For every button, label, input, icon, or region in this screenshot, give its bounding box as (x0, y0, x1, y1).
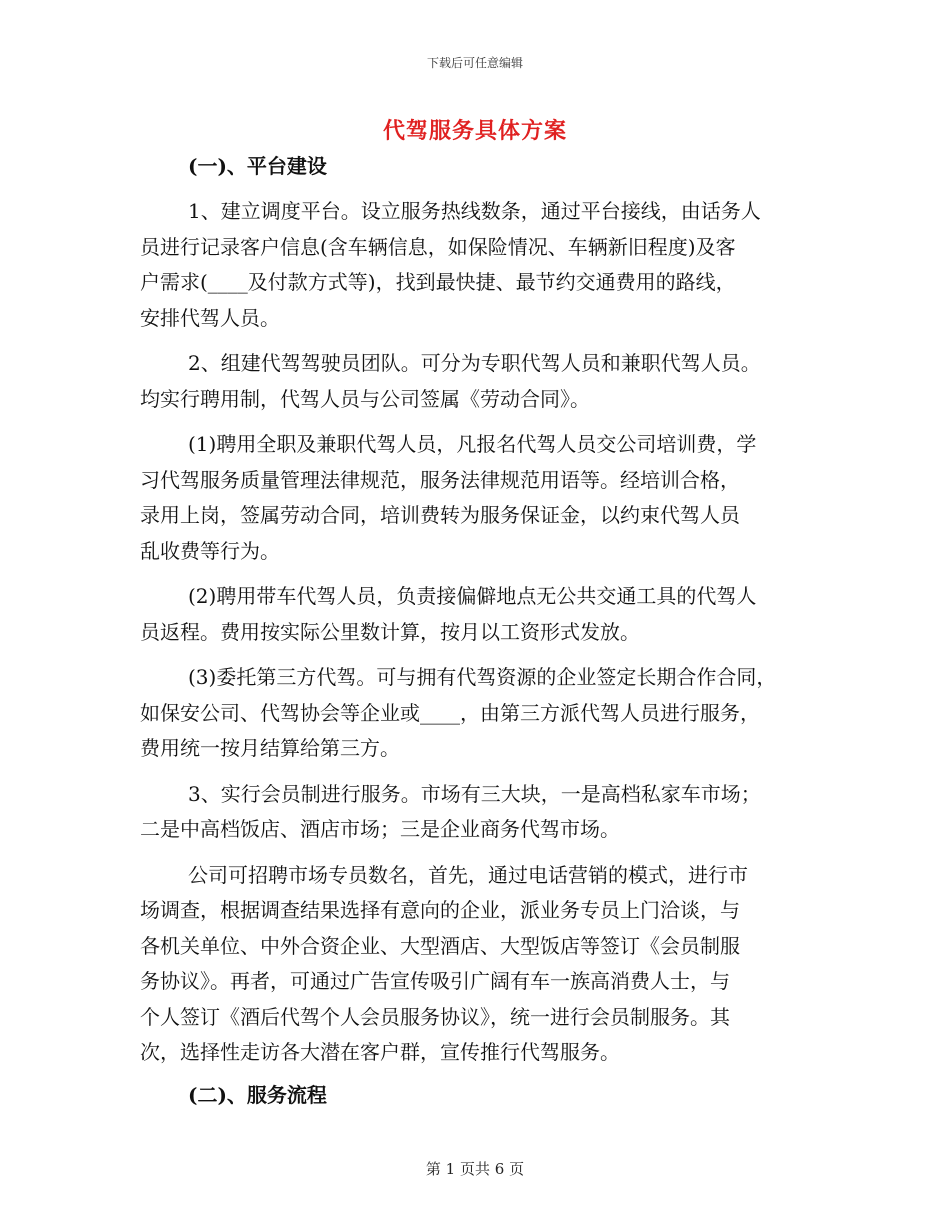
page-number: 第 1 页共 6 页 (425, 1160, 525, 1178)
text-line: 如保安公司、代驾协会等企业或____，由第三方派代驾人员进行服务， (140, 700, 760, 725)
text-line: 2、组建代驾驾驶员团队。可分为专职代驾人员和兼职代驾人员。 (188, 351, 761, 375)
text-line: 二是中高档饭店、酒店市场；三是企业商务代驾市场。 (140, 817, 620, 841)
paragraph-car-drivers (140, 579, 820, 650)
section-heading-service-process: (二)、服务流程 (188, 1082, 327, 1107)
document-body (140, 152, 820, 1123)
paragraph-hire-drivers (140, 427, 820, 569)
text-line: 安排代驾人员。 (140, 305, 280, 330)
text-line: (3)委托第三方代驾。可与拥有代驾资源的企业签定长期合作合同， (188, 665, 777, 689)
text-line: 录用上岗，签属劳动合同，培训费转为服务保证金，以约束代驾人员 (140, 503, 740, 527)
text-line: (2)聘用带车代驾人员，负责接偏僻地点无公共交通工具的代驾人 (188, 584, 757, 608)
text-line: 户需求(____及付款方式等)，找到最快捷、最节约交通费用的路线， (140, 270, 736, 294)
text-line: 乱收费等行为。 (140, 538, 280, 563)
text-line: 个人签订《酒后代驾个人会员服务协议》，统一进行会员制服务。其 (140, 1004, 730, 1029)
text-line: 均实行聘用制，代驾人员与公司签属《劳动合同》。 (140, 386, 590, 411)
text-line: 公司可招聘市场专员数名，首先，通过电话营销的模式，进行市 (188, 862, 748, 887)
text-line: 场调查，根据调查结果选择有意向的企业，派业务专员上门洽谈，与 (140, 898, 740, 922)
text-line: 各机关单位、中外合资企业、大型酒店、大型饭店等签订《会员制服 (140, 933, 740, 958)
text-line: 1、建立调度平台。设立服务热线数条，通过平台接线，由话务人 (188, 199, 761, 223)
paragraph-membership (140, 777, 820, 848)
text-line: (1)聘用全职及兼职代驾人员，凡报名代驾人员交公司培训费，学 (188, 432, 757, 456)
text-line: 习代驾服务质量管理法律规范，服务法律规范用语等。经培训合格， (140, 467, 740, 492)
section-heading-platform: (一)、平台建设 (188, 154, 327, 178)
text-line: 务协议》。再者，可通过广告宣传吸引广阔有车一族高消费人士，与 (140, 969, 730, 993)
document-title: 代驾服务具体方案 (382, 118, 567, 144)
paragraph-dispatch-platform (140, 194, 820, 336)
text-line: 费用统一按月结算给第三方。 (140, 736, 400, 760)
paragraph-market-specialists (140, 858, 820, 1071)
paragraph-third-party (140, 660, 820, 767)
paragraph-driver-team (140, 346, 820, 417)
page-header: 下载后可任意编辑 (426, 56, 523, 70)
text-line: 次，选择性走访各大潜在客户群，宣传推行代驾服务。 (140, 1040, 620, 1064)
text-line: 员返程。费用按实际公里数计算，按月以工资形式发放。 (140, 619, 640, 644)
text-line: 3、实行会员制进行服务。市场有三大块，一是高档私家车市场； (188, 781, 761, 806)
text-line: 员进行记录客户信息(含车辆信息，如保险情况、车辆新旧程度)及客 (140, 234, 736, 259)
